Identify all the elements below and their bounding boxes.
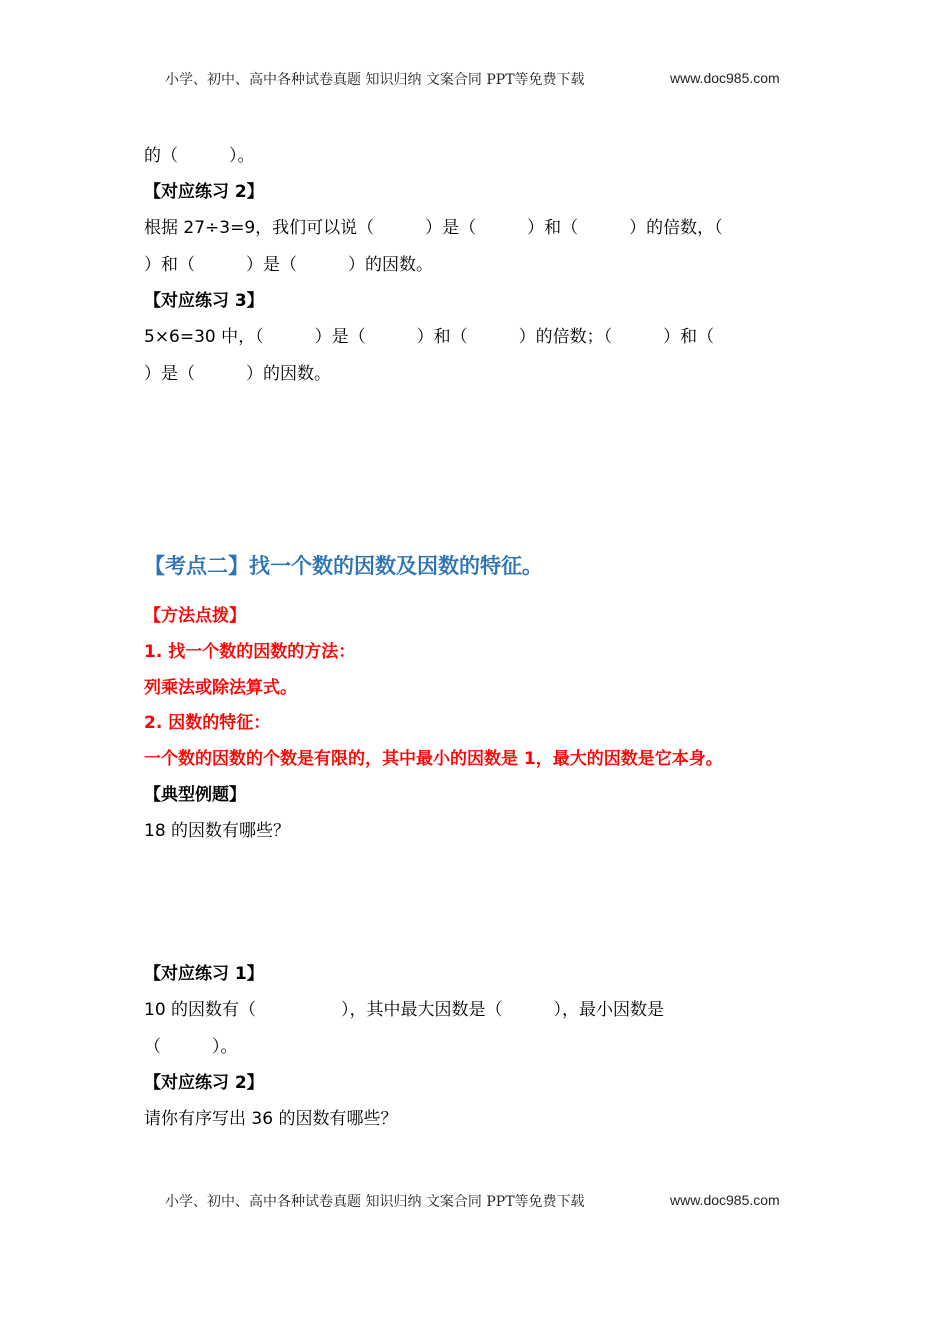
text-line: 10 的因数有（ ），其中最大因数是（ ），最小因数是 <box>144 1000 665 1020</box>
page-footer-url[interactable]: www.doc985.com <box>670 1192 780 1208</box>
text-line: 的（ ）。 <box>144 146 255 166</box>
exercise-title: 【对应练习 2】 <box>144 1073 264 1093</box>
text-line: （ ）。 <box>144 1037 238 1057</box>
page-footer-text: 小学、初中、高中各种试卷真题 知识归纳 文案合同 PPT等免费下载 <box>165 1194 585 1210</box>
text-line: ）和（ ）是（ ）的因数。 <box>144 255 433 275</box>
text-line: 5×6=30 中，（ ）是（ ）和（ ）的倍数；（ ）和（ <box>144 327 715 347</box>
exercise-title: 【对应练习 2】 <box>144 182 264 202</box>
method-line: 1. 找一个数的因数的方法： <box>144 642 356 662</box>
page-header-text: 小学、初中、高中各种试卷真题 知识归纳 文案合同 PPT等免费下载 <box>165 72 585 88</box>
page-header-url[interactable]: www.doc985.com <box>670 70 780 86</box>
example-text: 18 的因数有哪些？ <box>144 821 291 841</box>
text-line: ）是（ ）的因数。 <box>144 364 331 384</box>
example-title: 【典型例题】 <box>144 785 246 805</box>
section-heading: 【考点二】找一个数的因数及因数的特征。 <box>144 554 543 578</box>
method-title: 【方法点拨】 <box>144 606 246 626</box>
text-line: 请你有序写出 36 的因数有哪些？ <box>144 1109 398 1129</box>
method-line: 列乘法或除法算式。 <box>144 678 297 698</box>
method-line: 一个数的因数的个数是有限的，其中最小的因数是 1，最大的因数是它本身。 <box>144 749 723 769</box>
exercise-title: 【对应练习 3】 <box>144 291 264 311</box>
method-line: 2. 因数的特征： <box>144 713 271 733</box>
exercise-title: 【对应练习 1】 <box>144 964 264 984</box>
text-line: 根据 27÷3=9，我们可以说（ ）是（ ）和（ ）的倍数，（ <box>144 218 723 238</box>
